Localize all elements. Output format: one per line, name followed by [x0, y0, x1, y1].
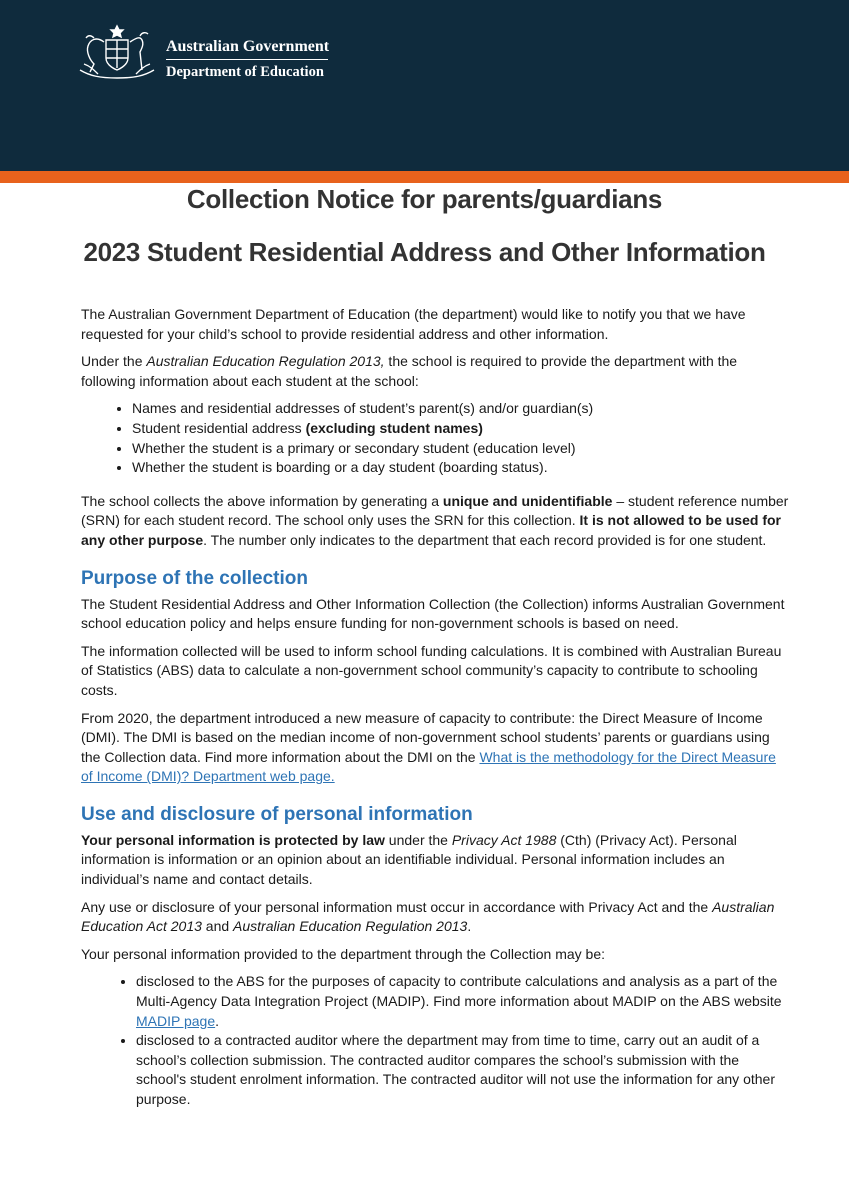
bold-text: Your personal information is protected by law	[81, 831, 385, 848]
government-wordmark	[166, 38, 329, 80]
text-run: the school is required to provide the department with the following information about each student at the school:	[81, 353, 738, 389]
list-item: • Names and residential addresses of student’s parent(s) and/or guardian(s)	[132, 399, 789, 419]
page-header	[0, 0, 849, 171]
use-disclosure-heading: Use and disclosure of personal information	[81, 803, 473, 825]
text-run: and	[201, 918, 234, 935]
bold-text: (excluding student names)	[305, 419, 483, 436]
header-accent-bar	[0, 171, 849, 183]
intro-paragraph-1: The Australian Government Department of Education (the department) would like to notify you that we have requested for your child’s school to provide residential address and other information.	[81, 306, 746, 342]
act-name: Australian Education Regulation 2013	[233, 918, 468, 935]
page-subtitle: 2023 Student Residential Address and Other Information	[83, 237, 766, 267]
disclosure-list	[81, 972, 789, 1109]
text-run: . The number only indicates to the department that each record provided is for one student.	[203, 531, 767, 548]
text-run: disclosed to the ABS for the purposes of capacity to contribute calculations and analysis as a part of the Multi-Agency Data Integration Project (MADIP). Find more information about MADIP on the ABS website	[136, 973, 782, 1010]
text-run: Under the	[81, 353, 147, 370]
bold-text: unique and unidentifiable	[442, 492, 613, 509]
text-run: (Cth) (Privacy Act). Personal information is information or an opinion about an identifiable individual. Personal information includes an individual’s name and contact details.	[81, 831, 737, 888]
gov-name: Australian Government	[166, 38, 330, 55]
text-run: – student reference number (SRN) for each student record. The school only uses the SRN for this collection.	[81, 492, 789, 529]
text-run: Any use or disclosure of your personal information must occur in accordance with Privacy Act and the	[81, 898, 713, 915]
department-name: Department of Education	[166, 64, 324, 80]
bold-text: It is not allowed to be used for any other purpose	[81, 512, 781, 548]
list-item	[132, 419, 789, 439]
coat-of-arms-icon	[74, 22, 160, 82]
use-paragraph-3: Your personal information provided to the department through the Collection may be:	[81, 945, 606, 962]
text-run: The school collects the above information by generating a	[81, 492, 443, 509]
intro-paragraph-2	[81, 352, 789, 391]
act-name: Australian Education Act 2013	[81, 898, 775, 935]
list-item	[136, 972, 789, 1031]
dmi-methodology-link[interactable]: What is the methodology for the Direct Measure of Income (DMI)? Department web page.	[81, 748, 776, 785]
text-run: .	[467, 918, 472, 935]
use-paragraph-2	[81, 898, 789, 937]
srn-paragraph	[81, 492, 789, 551]
purpose-heading: Purpose of the collection	[81, 567, 308, 589]
text-run: .	[215, 1012, 220, 1029]
regulation-name: Australian Education Regulation 2013,	[146, 353, 385, 370]
document-body	[81, 305, 789, 1118]
page-title: Collection Notice for parents/guardians	[186, 184, 663, 214]
list-item: • disclosed to a contracted auditor where the department may from time to time, carry out an audit of a school’s collection submission. The contracted auditor compares the school’s submission with the school's student enrolment information. The contracted auditor will not use the information for any other purpose.	[136, 1031, 789, 1109]
information-list	[81, 399, 789, 477]
purpose-paragraph-1: The Student Residential Address and Other Information Collection (the Collection) informs Australian Government school education policy and helps ensure funding for non-government schools is based on need.	[81, 595, 785, 632]
madip-page-link[interactable]: MADIP page	[136, 1012, 216, 1029]
text-run: under the	[384, 831, 452, 848]
act-name: Privacy Act 1988	[451, 831, 557, 848]
text-run: From 2020, the department introduced a new measure of capacity to contribute: the Direct Measure of Income (DMI). The DMI is based on the median income of non-government school students’ parents or guardians using the Collection data. Find more information about the DMI on the	[81, 709, 770, 765]
purpose-paragraph-2: The information collected will be used to inform school funding calculations. It is combined with Australian Bureau of Statistics (ABS) data to calculate a non-government school community’s capacity to contribute to schooling costs.	[81, 642, 782, 698]
list-item: • Whether the student is boarding or a day student (boarding status).	[132, 458, 789, 478]
use-paragraph-1	[81, 831, 789, 890]
text-run: Student residential address	[132, 419, 306, 436]
wordmark-divider	[166, 59, 328, 60]
purpose-paragraph-3	[81, 709, 789, 787]
list-item: • Whether the student is a primary or secondary student (education level)	[132, 439, 789, 459]
